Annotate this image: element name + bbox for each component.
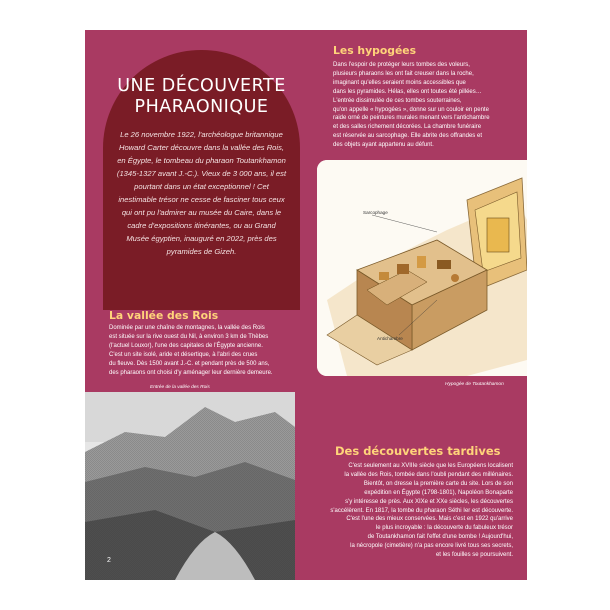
hypogee-illustration	[317, 160, 527, 376]
title-line-1: UNE DÉCOUVERTE	[117, 76, 286, 96]
page-title	[103, 76, 300, 118]
vallee-text: Dominée par une chaîne de montagnes, la vallée des Rois est située sur la rive ouest du Nil, à environ 3 km de Thèbes (l'actuel Louxor), l'une des capitales de l'Égypte ancienne. C'est un site isolé, aride et désertique, à l'abri des crues du fleuve. Dès 1500 avant J.-C. et pendant près de 500 ans, des pharaons ont choisi d'y aménager leur dernière demeure.	[109, 325, 273, 376]
intro-text: Le 26 novembre 1922, l'archéologue britannique Howard Carter découvre dans la vallée des Rois, en Égypte, le tombeau du pharaon Toutankhamon (1345-1327 avant J.-C.). Vieux de 3 000 ans, il est pourtant dans un état exceptionnel ! Cet inestimable trésor ne cesse de fasciner tous ceux qui ont pu l'admirer au musée du Caire, dans le cadre d'expositions itinérantes, ou au Grand Musée égyptien, inauguré en 2022, près des pyramides de Gizeh.	[116, 130, 287, 256]
hypogees-text: Dans l'espoir de protéger leurs tombes des voleurs, plusieurs pharaons les ont fait creuser dans la roche, imaginant qu'elles seraient moins accessibles que dans les pyramides. Hélas, elles ont toutes été pillées… L'entrée dissimulée de ces tombes souterraines, qu'on appelle « hypogées », donne sur un couloir en pente raide orné de peintures murales menant vers l'antichambre et des salles richement décorées. La chambre funéraire est réservée au sarcophage. Elle abrite des offrandes et des objets ayant appartenu au défunt.	[333, 62, 490, 149]
intro-panel	[103, 50, 300, 310]
hypogee-caption: Hypogée de Toutankhamon	[445, 382, 504, 387]
valley-engraving-image	[85, 392, 295, 580]
decouvertes-text: C'est seulement au XVIIIe siècle que les Européens localisent la vallée des Rois, tombée dans l'oubli pendant des millénaires. Bientôt, on dresse la première carte du site. Lors de son expédition en Égypte (1798-1801), Napoléon Bonaparte s'y intéresse de près. Aux XIXe et XXe siècles, les découvertes s'accélèrent. En 1817, la tombe du pharaon Séthi Ier est découverte. C'est l'une des mieux conservées. Mais c'est en 1922 qu'arrive le plus incroyable : la découverte du fabuleux trésor de Toutankhamon fait l'effet d'une bombe ! Aujourd'hui, la nécropole (cimetière) n'a pas encore livré tous ses secrets, et les fouilles se poursuivent.	[330, 463, 513, 559]
heading-vallee: La vallée des Rois	[109, 309, 219, 322]
label-antichambre: Antichambre	[377, 336, 403, 341]
tomb-cutaway-drawing	[317, 160, 527, 376]
title-line-2: PHARAONIQUE	[134, 97, 269, 117]
page-number: 2	[107, 557, 111, 564]
page	[85, 30, 527, 580]
vallee-caption: Entrée de la vallée des Rois	[150, 385, 210, 390]
heading-hypogees: Les hypogées	[333, 44, 417, 57]
valley-etching	[85, 392, 295, 580]
label-sarcophage: Sarcophage	[363, 210, 388, 215]
heading-decouvertes: Des découvertes tardives	[335, 444, 501, 458]
